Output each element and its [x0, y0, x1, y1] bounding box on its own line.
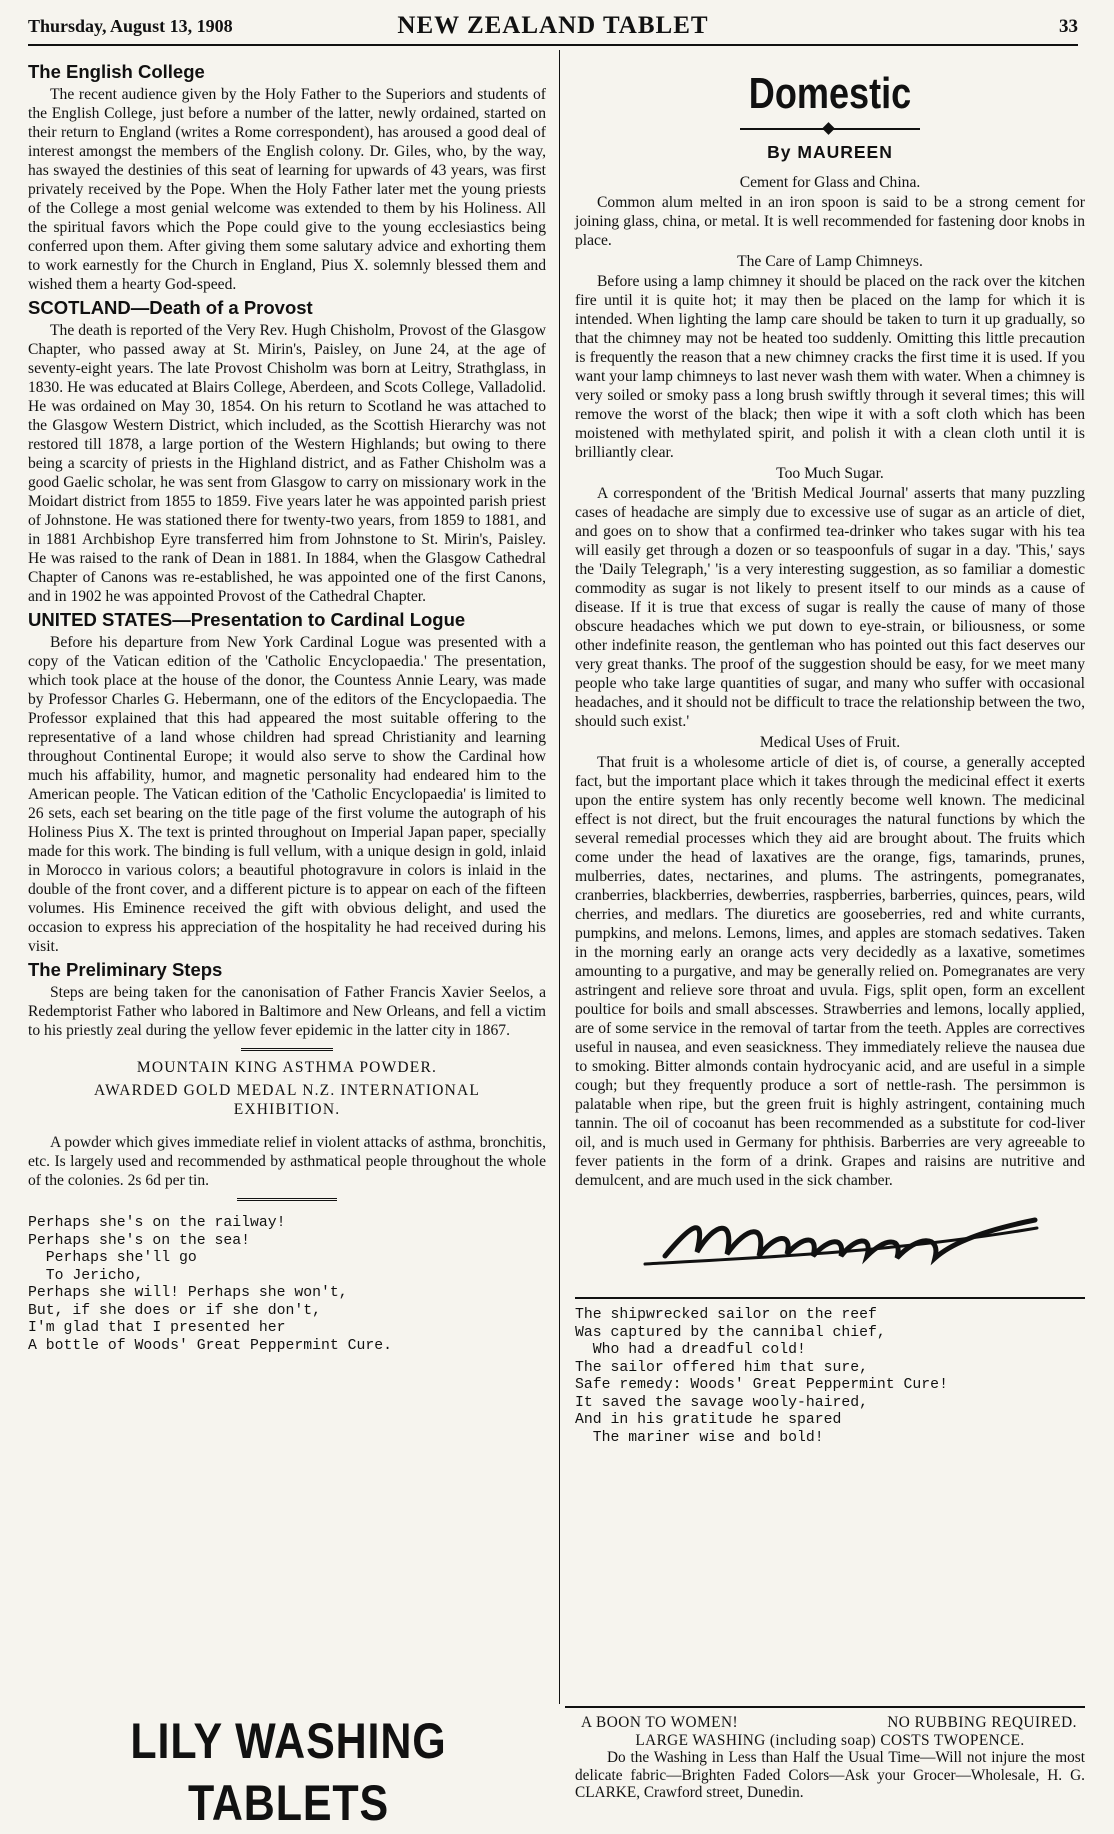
ad-subtitle-line-1: AWARDED GOLD MEDAL N.Z. INTERNATIONAL	[93, 1082, 481, 1099]
boon-advertisement	[575, 1714, 1085, 1802]
ad-headline	[575, 1714, 1085, 1732]
running-head	[28, 10, 1078, 46]
paragraph: Common alum melted in an iron spoon is said to be a strong cement for joining glass, china, or metal. It is well recommended for fastening door knobs in place.	[575, 194, 1085, 249]
ad-price-line: LARGE WASHING (including soap) COSTS TWOPENCE.	[635, 1731, 1025, 1749]
publication-title: NEW ZEALAND TABLET	[397, 12, 709, 39]
asthma-advertisement	[28, 1059, 546, 1190]
verse-line: Perhaps she'll go	[28, 1250, 197, 1266]
verse-line: Was captured by the cannibal chief,	[575, 1324, 886, 1341]
right-column	[575, 60, 1085, 1447]
article-body: The death is reported of the Very Rev. Hugh Chisholm, Provost of the Glasgow Chapter, who passed away at St. Mirin's, Paisley, on June 24, at the age of seventy-eight years. The late Provost Chisholm was born at Leitry, Strathglass, in 1830. He was educated at Blairs College, Aberdeen, and Scots College, Valladolid. He was ordained on May 30, 1854. On his return to Scotland he was attached to the Glasgow Western District, which included, as the Scottish Hierarchy was not restored till 1878, a large portion of the Western Highlands; but owing to there being a scarcity of priests in the Highland district, and as Father Chisholm was a good Gaelic scholar, he was sent from Glasgow to carry on missionary work in the Moidart district from 1855 to 1859. Five years later he was appointed parish priest of Johnstone. He was stationed there for twenty-two years, from 1859 to 1881, and in 1881 Archbishop Eyre transferred him from Johnstone to St. Mirin's, Paisley. He was raised to the rank of Dean in 1881. In 1884, when the Glasgow Cathedral Chapter of Canons was re-established, he was appointed one of the first Canons, and in 1902 he was appointed Provost of the Cathedral Chapter.	[28, 322, 546, 605]
ad-title: MOUNTAIN KING ASTHMA POWDER.	[136, 1059, 438, 1076]
verse-right	[575, 1307, 1085, 1447]
verse-left	[28, 1215, 546, 1355]
verse-line: Perhaps she will! Perhaps she won't,	[28, 1285, 348, 1301]
signature-maureen	[635, 1200, 1045, 1284]
article-heading: The English College	[28, 61, 205, 82]
verse-line: And in his gratitude he spared	[575, 1412, 842, 1428]
ornament-divider	[740, 124, 920, 134]
diamond-icon	[822, 122, 835, 135]
section-divider	[575, 1297, 1085, 1299]
subheading: Medical Uses of Fruit.	[759, 734, 901, 751]
ad-body: A powder which gives immediate relief in violent attacks of asthma, bronchitis, etc. Is largely used and recommended by asthmatical people throughout the whole of the colonies. 2s 6d per tin.	[28, 1134, 546, 1189]
article-united-states	[28, 608, 546, 956]
article-heading: UNITED STATES—Presentation to Cardinal Logue	[28, 609, 466, 630]
verse-line: Safe remedy: Woods' Great Peppermint Cure!	[575, 1377, 948, 1393]
column-divider	[559, 50, 560, 1704]
article-body: The recent audience given by the Holy Father to the Superiors and students of the English College, just before a number of the latter, newly ordained, started on their return to England (writes a Rome correspondent), has aroused a good deal of interest amongst the members of the English colony. Dr. Giles, who, by the way, has swayed the destinies of this seat of learning for upwards of 43 years, was first privately received by the Pope. When the Holy Father later met the young priests of the College a most genial welcome was extended to them by his Holiness. All the spiritual favors which the Pope could give to the young ecclesiastics being conferred upon them. After giving them some salutary advice and exhorting them to work earnestly for the Church in England, Pius X. solemnly blessed them and wished them a hearty God-speed.	[28, 86, 546, 293]
verse-line: It saved the savage wooly-haired,	[575, 1394, 869, 1411]
paragraph: That fruit is a wholesome article of diet is, of course, a generally accepted fact, but the important place which it takes through the medicinal effect it exerts upon the entire system has only recently become well known. The medicinal effect is not direct, but the fruit encourages the natural functions by which the several remedial processes which they aid are brought about. The fruits which come under the head of laxatives are the orange, figs, tamarinds, prunes, mulberries, dates, nectarines, and plums. The astringents, pomegranates, cranberries, blackberries, dewberries, raspberries, barberries, quinces, pears, wild cherries, and medlars. The diuretics are gooseberries, red and white currants, pumpkins, and melons. Lemons, limes, and apples are stomach sedatives. Taken in the morning early an orange acts very decidedly as a laxative, sometimes amounting to a purgative, and may be generally relied on. Pomegranates are very astringent and relieve sore throat and uvula. Figs, split open, form an excellent poultice for boils and small abscesses. Strawberries and lemons, locally applied, are of some service in the removal of tartar from the teeth. Apples are correctives useful in nausea, and even seasickness. They immediately relieve the nausea due to smoking. Bitter almonds contain hydrocyanic acid, and are useful in a simple cough; but they frequently produce a sort of nettle-rash. The persimmon is palatable when ripe, but the green fruit is highly astringent, containing much tannin. The oil of cocoanut has been recommended as a substitute for cod-liver oil, and is much used in Germany for phthisis. Barberries are very agreeable to fever patients in the form of a drink. Grapes and raisins are nutritive and demulcent, and are much used in the sick chamber.	[575, 754, 1085, 1189]
section-divider	[241, 1048, 333, 1051]
ad-subtitle	[28, 1081, 546, 1119]
verse-line: A bottle of Woods' Great Peppermint Cure.	[28, 1337, 393, 1354]
article-english-college	[28, 60, 546, 294]
page-number: 33	[1059, 16, 1078, 37]
ad-body: Do the Washing in Less than Half the Usual Time—Will not injure the most delicate fabric—Brighten Faded Colors—Ask your Grocer—Wholesale, H. G. CLARKE, Crawford street, Dunedin.	[575, 1749, 1085, 1801]
article-body: Steps are being taken for the canonisation of Father Francis Xavier Seelos, a Redemptorist Father who labored in Baltimore and New Orleans, and fell a victim to his priestly zeal during the yellow fever epidemic in the latter city in 1867.	[28, 984, 546, 1039]
verse-line: Who had a dreadful cold!	[575, 1342, 806, 1358]
ad-subtitle-line-2: EXHIBITION.	[233, 1101, 341, 1118]
left-column	[28, 60, 546, 1355]
section-title: Domestic	[748, 69, 912, 118]
lily-washing-tablets-ad: LILY WASHING TABLETS	[130, 1713, 447, 1831]
verse-line: But, if she does or if she don't,	[28, 1302, 322, 1319]
article-preliminary-steps	[28, 958, 546, 1040]
paragraph: A correspondent of the 'British Medical Journal' asserts that many puzzling cases of headache are simply due to excessive use of sugar as an article of diet, and goes on to show that a confirmed tea-drinker who takes sugar with his tea will easily get through a dozen or so teaspoonfuls of sugar in a day. 'This,' says the 'Daily Telegraph,' 'is a very interesting suggestion, as so familiar a domestic commodity as sugar is not likely to present itself to our minds as a cause of disease. If it is true that excess of sugar is really the cause of many of those obscure headaches which we put down to eye-strain, or biliousness, or some other indefinite reason, the gentleman who has pointed out this fact deserves our very great thanks. The proof of the suggestion should be easy, for we meet many people who take large quantities of sugar, and many who suffer with occasional headaches, and it should not be difficult to trace the relationship between the two, should such exist.'	[575, 485, 1085, 730]
ad-headline-right: NO RUBBING REQUIRED.	[887, 1714, 1077, 1731]
ad-headline-left: A BOON TO WOMEN!	[581, 1714, 739, 1731]
verse-line: The mariner wise and bold!	[575, 1429, 824, 1446]
subheading: Too Much Sugar.	[776, 465, 884, 482]
verse-line: To Jericho,	[28, 1267, 144, 1284]
verse-line: Perhaps she's on the sea!	[28, 1232, 250, 1249]
ad-divider	[565, 1706, 1085, 1708]
subheading: The Care of Lamp Chimneys.	[737, 253, 923, 270]
subheading: Cement for Glass and China.	[739, 174, 921, 191]
byline: By MAUREEN	[767, 142, 893, 162]
verse-line: The shipwrecked sailor on the reef	[575, 1307, 877, 1323]
article-heading: The Preliminary Steps	[28, 959, 223, 980]
section-divider	[237, 1198, 337, 1201]
article-body: Before his departure from New York Cardinal Logue was presented with a copy of the Vatican edition of the 'Catholic Encyclopaedia.' The presentation, which took place at the house of the donor, the Countess Annie Leary, was made by Professor Charles G. Hebermann, one of the editors of the Encyclopaedia. The Professor explained that this had appeared the most suitable offering to the representative of a land whose children had spread Christianity and learning throughout Continental Europe; it would also serve to show the Cardinal how much his affability, humor, and magnetic personality had endeared him to the American people. The Vatican edition of the 'Catholic Encyclopaedia' is limited to 26 sets, each set bearing on the title page of the first volume the autograph of his Holiness Pius X. The text is printed throughout on Imperial Japan paper, specially made for this work. The binding is full vellum, with a unique design in gold, inlaid in Morocco in various colors; a beautiful photogravure in colors is inlaid in the double of the front cover, and a different picture is to appear on each of the fifteen volumes. His Eminence received the gift with obvious delight, and used the occasion to express his appreciation of the hospitality he had received during his visit.	[28, 634, 546, 955]
article-heading: SCOTLAND—Death of a Provost	[28, 297, 313, 318]
verse-line: The sailor offered him that sure,	[575, 1359, 869, 1376]
paragraph: Before using a lamp chimney it should be placed on the rack over the kitchen fire until it is quite hot; it may then be placed on the lamp for which it is intended. When lighting the lamp care should be taken to turn it up gradually, so that the chimney may not be heated too suddenly. Omitting this little precaution is frequently the reason that a new chimney cracks the first time it is used. If you want your lamp chimneys to last never wash them with water. When a chimney is very soiled or smoky pass a long brush swiftly through it several times; this will remove the worst of the black; then wipe it with a soft cloth which has been moistened with methylated spirit, and polish it with a clean cloth until it is brilliantly clear.	[575, 273, 1085, 461]
article-scotland	[28, 296, 546, 606]
verse-line: I'm glad that I presented her	[28, 1320, 286, 1336]
verse-line: Perhaps she's on the railway!	[28, 1215, 286, 1231]
issue-date: Thursday, August 13, 1908	[28, 16, 233, 36]
